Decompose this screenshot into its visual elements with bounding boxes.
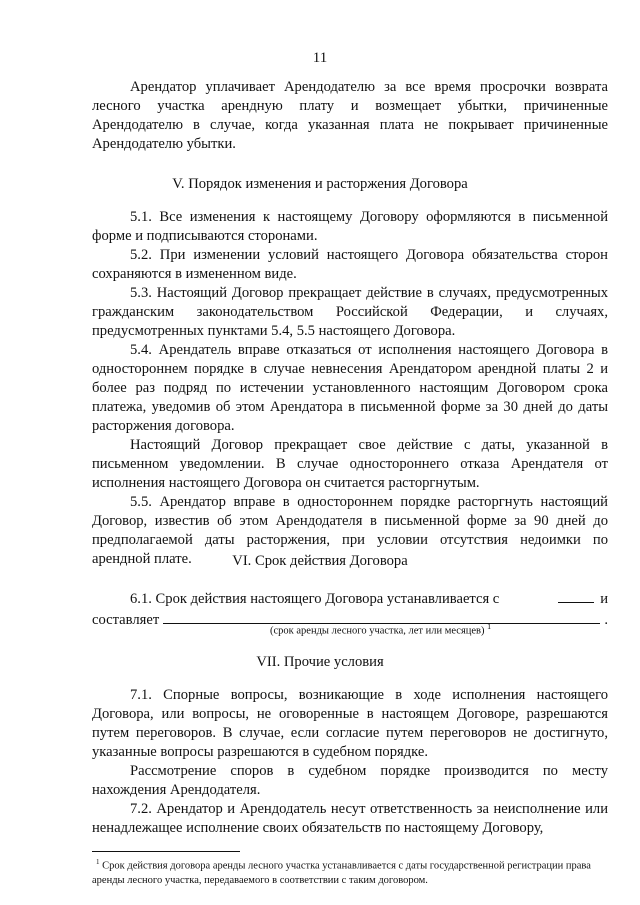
- clause-5-3: 5.3. Настоящий Договор прекращает действие в случаях, предусмотренных гражданским законодательством Российской Федерации, и случаях, предусмотренных пунктами 5.4, 5.5 настоящего Договора.: [92, 285, 608, 339]
- clause-7-1: 7.1. Спорные вопросы, возникающие в ходе исполнения настоящего Договора, или вопросы, не оговоренные в настоящем Договоре, разрешаются путем переговоров. В случае, если согласие путем переговоров не достигнуто, указанные вопросы разрешаются в судебном порядке.: [92, 687, 608, 760]
- clause-5-2: 5.2. При изменении условий настоящего Договора обязательства сторон сохраняются в измененном виде.: [92, 247, 608, 282]
- clause-6-1-end: .: [604, 612, 608, 628]
- clause-6-1-text: 6.1. Срок действия настоящего Договора устанавливается с: [130, 591, 500, 607]
- term-duration-hint: [270, 622, 491, 637]
- term-start-blank: [558, 588, 594, 603]
- clause-5-4-continued: Настоящий Договор прекращает свое действие с даты, указанной в письменном уведомлении. В случае одностороннего отказа Арендателя от исполнения настоящего Договора он считается расторгнутым.: [92, 437, 608, 491]
- footnote-text: Срок действия договора аренды лесного участка устанавливается с даты государственной регистрации права аренды лесного участка, передаваемого в соответствии с таким договором.: [92, 860, 591, 886]
- section-7-body: [92, 686, 608, 838]
- footnote-divider: [92, 851, 240, 852]
- clause-5-5: 5.5. Арендатор вправе в одностороннем порядке расторгнуть настоящий Договор, известив об этом Арендодателя в письменной форме за 90 дней до предполагаемой даты расторжения, при условии отсутствия недоимки по арендной плате.: [92, 494, 608, 567]
- clause-7-1-continued: Рассмотрение споров в судебном порядке производится по месту нахождения Арендодателя.: [92, 763, 608, 798]
- section-5-body: [92, 208, 608, 569]
- intro-paragraph: [92, 78, 608, 154]
- clause-6-1-composes: составляет: [92, 612, 160, 628]
- clause-6-1-and: и: [600, 591, 608, 607]
- clause-5-1: 5.1. Все изменения к настоящему Договору оформляются в письменной форме и подписываются сторонами.: [92, 209, 608, 244]
- term-duration-hint-text: (срок аренды лесного участка, лет или месяцев): [270, 625, 485, 637]
- footnote-ref: 1: [487, 622, 492, 631]
- section-6-heading: VI. Срок действия Договора: [232, 553, 408, 569]
- intro-text: Арендатор уплачивает Арендодателю за все время просрочки возврата лесного участка арендную плату и возмещает убытки, причиненные Арендодателю в случае, когда указанная плата не покрывает причиненные Арендодателю убытки.: [92, 79, 608, 152]
- section-5-heading: V. Порядок изменения и расторжения Договора: [172, 176, 468, 192]
- footnote-mark: 1: [96, 858, 100, 866]
- footnote: [92, 855, 608, 888]
- clause-7-2: 7.2. Арендатор и Арендодатель несут ответственность за неисполнение или ненадлежащее исполнение своих обязательств по настоящему Договору,: [92, 801, 608, 836]
- page-number: 11: [312, 50, 328, 66]
- clause-5-4: 5.4. Арендатель вправе отказаться от исполнения настоящего Договора в одностороннем порядке в случае невнесения Арендатором арендной платы 2 и более раз подряд по истечении установленного настоящим Договором срока платежа, уведомив об этом Арендатора в письменной форме за 30 дней до даты расторжения договора.: [92, 342, 608, 434]
- clause-6-1: [92, 588, 608, 609]
- section-7-heading: VII. Прочие условия: [256, 654, 384, 670]
